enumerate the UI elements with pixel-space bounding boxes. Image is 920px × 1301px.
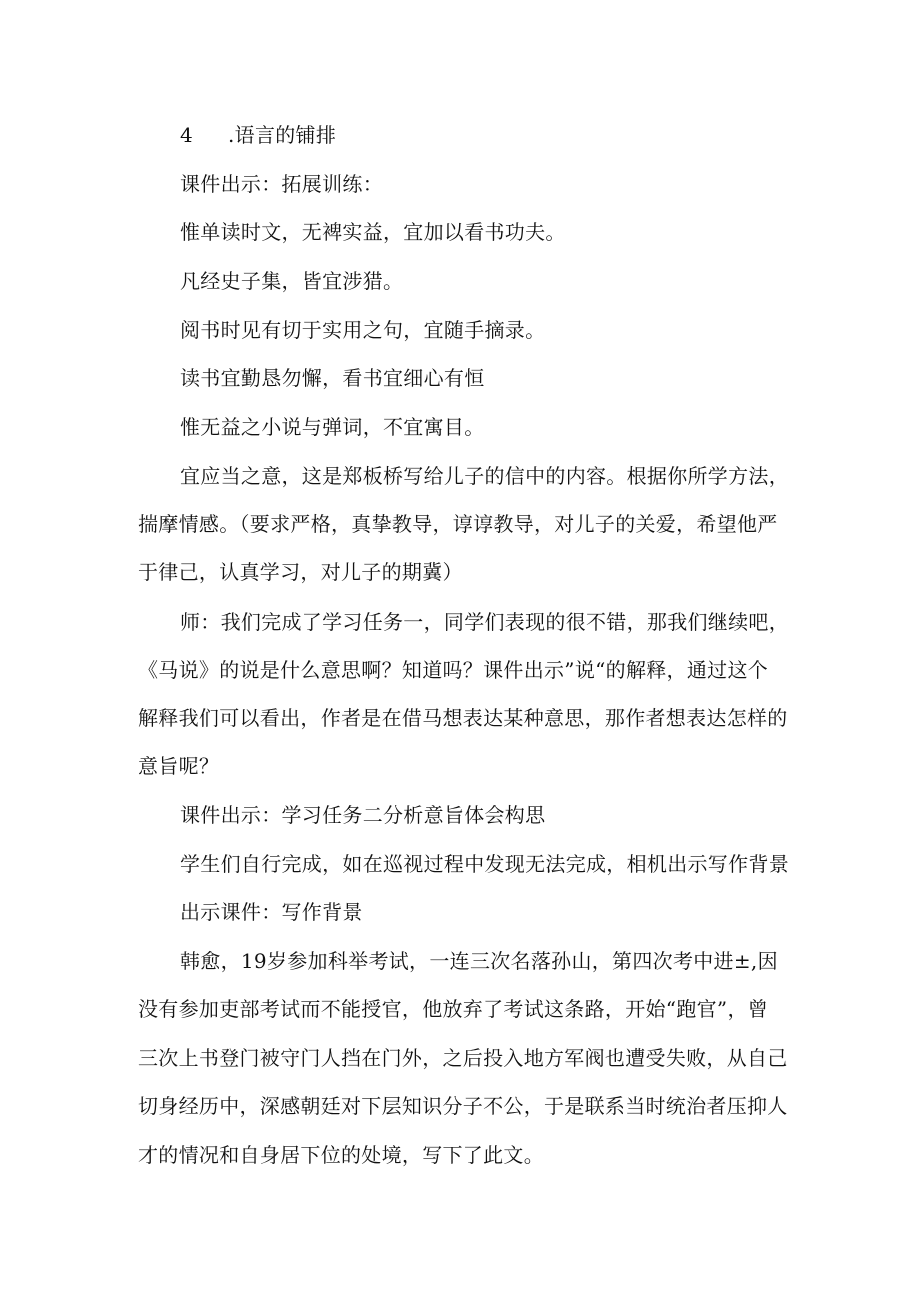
- paragraph-line: 揣摩情感。（要求严格，真挚教导，谆谆教导，对儿子的关爱，希望他严: [138, 512, 778, 536]
- paragraph-line: 意旨呢？: [138, 754, 220, 778]
- paragraph-line: 韩愈，19岁参加科举考试，一连三次名落孙山，第四次考中进±,因: [180, 949, 778, 973]
- text-line: 阅书时见有切于实用之句，宜随手摘录。: [180, 318, 546, 342]
- paragraph-line: 师：我们完成了学习任务一，同学们表现的很不错，那我们继续吧，: [180, 610, 789, 634]
- text-line: 学生们自行完成，如在巡视过程中发现无法完成，相机出示写作背景: [180, 852, 789, 876]
- paragraph-line: 没有参加吏部考试而不能授官，他放弃了考试这条路，开始“跑官”，曾: [138, 997, 769, 1021]
- text-line: 惟单读时文，无裨实益，宜加以看书功夫。: [180, 220, 566, 244]
- section-heading: [180, 116, 336, 154]
- paragraph-line: 宜应当之意，这是郑板桥写给儿子的信中的内容。根据你所学方法，: [180, 464, 789, 488]
- paragraph-line: 《马说》的说是什么意思啊？知道吗？课件出示”说“的解释，通过这个: [138, 658, 769, 682]
- paragraph-line: 切身经历中，深感朝廷对下层知识分子不公，于是联系当时统治者压抑人: [138, 1094, 788, 1118]
- paragraph-line: 于律己，认真学习，对儿子的期冀）: [138, 560, 463, 584]
- section-title: .语言的铺排: [228, 123, 337, 147]
- text-line: 课件出示：学习任务二分析意旨体会构思: [180, 803, 546, 827]
- text-line: 凡经史子集，皆宜涉猎。: [180, 269, 404, 293]
- paragraph-line: 解释我们可以看出，作者是在借马想表达某种意思，那作者想表达怎样的: [138, 706, 788, 730]
- text-line: 出示课件：写作背景: [180, 900, 363, 924]
- text-line: 课件出示：拓展训练：: [180, 172, 383, 196]
- paragraph-line: 才的情况和自身居下位的处境，写下了此文。: [138, 1143, 544, 1167]
- text-line: 惟无益之小说与弹词，不宜寓目。: [180, 415, 485, 439]
- paragraph-line: 三次上书登门被守门人挡在门外，之后投入地方军阀也遭受失败，从自己: [138, 1046, 788, 1070]
- text-line: 读书宜勤恳勿懈，看书宜细心有恒: [180, 366, 485, 390]
- section-number: 4: [180, 123, 194, 147]
